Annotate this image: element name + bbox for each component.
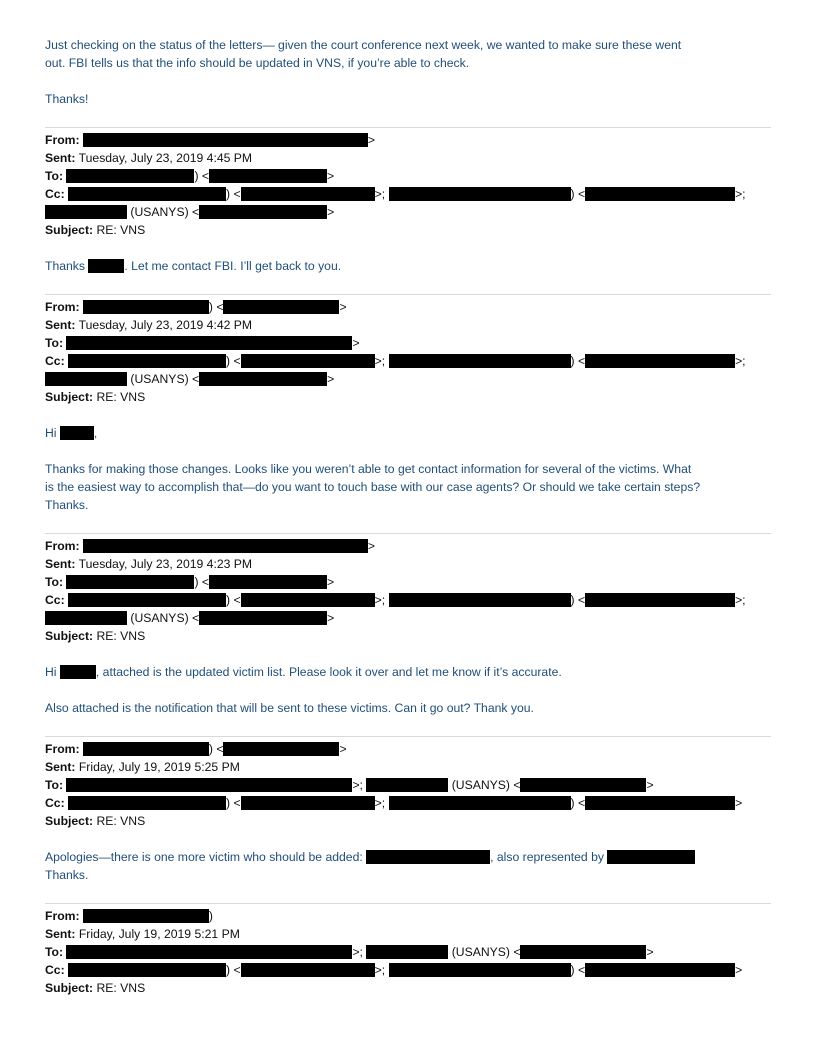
redaction xyxy=(68,187,226,201)
redaction xyxy=(223,742,339,756)
email1-from: From: > xyxy=(45,133,376,147)
redaction xyxy=(607,850,695,864)
redaction xyxy=(83,742,209,756)
redaction xyxy=(68,963,226,977)
email-separator xyxy=(45,294,771,295)
redaction xyxy=(585,593,735,607)
email5-cc: Cc: ) < >; ) < > xyxy=(45,963,743,977)
email4-body-line-2: Thanks. xyxy=(45,868,89,882)
redaction xyxy=(83,909,209,923)
redaction xyxy=(241,796,375,810)
redaction xyxy=(389,593,571,607)
email4-from: From: ) < > xyxy=(45,742,347,756)
email4-to: To: >; (USANYS) < > xyxy=(45,778,654,792)
email1-sent: Sent: Tuesday, July 23, 2019 4:45 PM xyxy=(45,151,253,165)
redaction xyxy=(66,778,352,792)
email2-body-line-1: Thanks for making those changes. Looks like you weren’t able to get contact information for several of the victims. What xyxy=(45,462,692,476)
redaction xyxy=(66,336,352,350)
email3-to: To: ) < > xyxy=(45,575,335,589)
email-separator xyxy=(45,127,771,128)
email2-cc-cont: (USANYS) < > xyxy=(45,371,334,387)
redaction xyxy=(585,187,735,201)
email-separator xyxy=(45,903,771,904)
intro-line-1: Just checking on the status of the letters— given the court conference next week, we wanted to make sure these went xyxy=(45,38,682,52)
email2-subject: Subject: RE: VNS xyxy=(45,390,146,404)
email3-body-line-2: Also attached is the notification that will be sent to these victims. Can it go out? Thank you. xyxy=(45,701,534,715)
redaction xyxy=(60,426,94,440)
redaction xyxy=(241,187,375,201)
redaction xyxy=(68,354,226,368)
redaction xyxy=(83,300,209,314)
redaction xyxy=(585,963,735,977)
email4-sent: Sent: Friday, July 19, 2019 5:25 PM xyxy=(45,760,240,774)
redaction xyxy=(520,778,646,792)
redaction xyxy=(83,133,368,147)
redaction xyxy=(83,539,368,553)
redaction xyxy=(366,945,448,959)
email1-body: Thanks . Let me contact FBI. I’ll get back to you. xyxy=(45,259,342,273)
redaction xyxy=(66,945,352,959)
redaction xyxy=(68,593,226,607)
email5-to: To: >; (USANYS) < > xyxy=(45,945,654,959)
redaction xyxy=(241,963,375,977)
redaction xyxy=(366,850,490,864)
email1-to: To: ) < > xyxy=(45,169,335,183)
redaction xyxy=(45,372,127,386)
redaction xyxy=(199,372,327,386)
redaction xyxy=(389,187,571,201)
redaction xyxy=(45,611,127,625)
redaction xyxy=(66,575,194,589)
email1-subject: Subject: RE: VNS xyxy=(45,223,146,237)
redaction xyxy=(585,354,735,368)
email2-body-line-3: Thanks. xyxy=(45,498,89,512)
redaction xyxy=(241,593,375,607)
redaction xyxy=(520,945,646,959)
email1-cc: Cc: ) < >; ) < >; xyxy=(45,187,746,201)
redaction xyxy=(68,796,226,810)
redaction xyxy=(60,665,96,679)
email2-sent: Sent: Tuesday, July 23, 2019 4:42 PM xyxy=(45,318,253,332)
redaction xyxy=(389,963,571,977)
email2-from: From: ) < > xyxy=(45,300,347,314)
email5-sent: Sent: Friday, July 19, 2019 5:21 PM xyxy=(45,927,240,941)
email3-from: From: > xyxy=(45,539,376,553)
email3-cc-cont: (USANYS) < > xyxy=(45,610,334,626)
email4-body-line-1: Apologies—there is one more victim who should be added: , also represented by xyxy=(45,849,695,865)
email5-subject: Subject: RE: VNS xyxy=(45,981,146,995)
email2-to: To: > xyxy=(45,336,360,350)
redaction xyxy=(223,300,339,314)
redaction xyxy=(585,796,735,810)
redaction xyxy=(209,169,327,183)
email1-cc-cont: (USANYS) < > xyxy=(45,204,334,220)
email2-body-line-2: is the easiest way to accomplish that—do you want to touch base with our case agents? Or should we take certain steps? xyxy=(45,480,701,494)
redaction xyxy=(199,611,327,625)
redaction xyxy=(66,169,194,183)
email3-subject: Subject: RE: VNS xyxy=(45,629,146,643)
email2-cc: Cc: ) < >; ) < >; xyxy=(45,354,746,368)
redaction xyxy=(209,575,327,589)
redaction xyxy=(241,354,375,368)
email-separator xyxy=(45,736,771,737)
email3-body-line-1: Hi , attached is the updated victim list. Please look it over and let me know if it’s accurate. xyxy=(45,665,562,679)
redaction xyxy=(366,778,448,792)
redaction xyxy=(389,796,571,810)
intro-thanks: Thanks! xyxy=(45,92,89,106)
email4-cc: Cc: ) < >; ) < > xyxy=(45,796,743,810)
redaction xyxy=(389,354,571,368)
redaction xyxy=(45,205,127,219)
intro-line-2: out. FBI tells us that the info should be updated in VNS, if you’re able to check. xyxy=(45,56,470,70)
email5-from: From: ) xyxy=(45,909,213,923)
email-separator xyxy=(45,533,771,534)
redaction xyxy=(88,259,124,273)
email2-greeting: Hi , xyxy=(45,426,98,440)
redaction xyxy=(199,205,327,219)
email4-subject: Subject: RE: VNS xyxy=(45,814,146,828)
email3-sent: Sent: Tuesday, July 23, 2019 4:23 PM xyxy=(45,557,253,571)
email3-cc: Cc: ) < >; ) < >; xyxy=(45,593,746,607)
